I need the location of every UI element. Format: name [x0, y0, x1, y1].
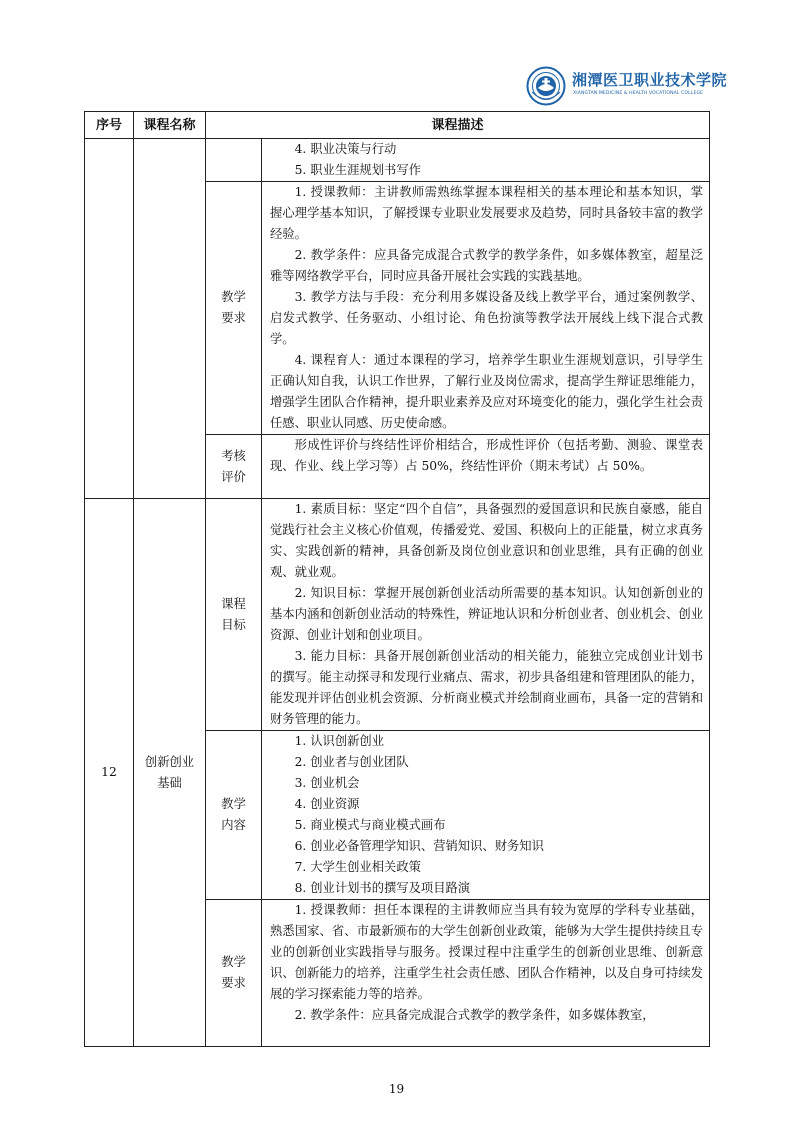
list-item: 3. 创业机会 — [294, 776, 360, 790]
cont-assess-text — [262, 435, 710, 499]
header-course-desc: 课程描述 — [206, 112, 710, 139]
list-item: 1. 认识创新创业 — [294, 734, 385, 748]
course-12-contents — [262, 731, 710, 900]
table-row — [85, 139, 710, 182]
course-12-goal-label: 课程 目标 — [206, 499, 262, 731]
course-12-goals — [262, 499, 710, 731]
list-item: 5. 职业生涯规划书写作 — [294, 163, 421, 177]
cont-content-label-cell — [206, 139, 262, 182]
cont-assess-label: 考核 评价 — [206, 435, 262, 499]
course-12-reqs — [262, 900, 710, 1047]
list-item: 2. 创业者与创业团队 — [294, 755, 409, 769]
list-item: 8. 创业计划书的撰写及项目路演 — [294, 881, 471, 895]
paragraph: 2. 知识目标：掌握开展创新创业活动所需要的基本知识。认知创新创业的基本内涵和创新创业活动的特殊性，辨证地认识和分析创业者、创业机会、创业资源、创业计划和创业项目。 — [270, 586, 704, 642]
paragraph: 2. 教学条件：应具备完成混合式教学的教学条件，如多媒体教室，超星泛雅等网络教学平台，同时应具备开展社会实践的实践基地。 — [270, 248, 704, 283]
header-no: 序号 — [85, 112, 134, 139]
paragraph: 3. 能力目标：具备开展创新创业活动的相关能力，能独立完成创业计划书的撰写。能主动探寻和发现行业痛点、需求，初步具备组建和管理团队的能力，能发现并评估创业机会资源、分析商业模式并绘制商业画布，具备一定的营销和财务管理的能力。 — [270, 649, 704, 726]
college-name-en: XIANGTAN MEDICINE & HEALTH VOCATIONAL COLLEGE — [573, 91, 704, 96]
cont-teach-req-text — [262, 182, 710, 435]
paragraph: 3. 教学方法与手段：充分利用多媒设备及线上教学平台，通过案例教学、启发式教学、任务驱动、小组讨论、角色扮演等教学法开展线上线下混合式教学。 — [270, 290, 704, 346]
course-table — [84, 111, 710, 1047]
list-item: 5. 商业模式与商业模式画布 — [294, 818, 446, 832]
page-number: 19 — [388, 1082, 405, 1096]
paragraph: 1. 素质目标：坚定“四个自信”，具备强烈的爱国意识和民族自豪感，能自觉践行社会主义核心价值观，传播爱党、爱国、积极向上的正能量，树立求真务实、实践创新的精神，具备创新及岗位创业意识和创业思维，具有正确的创业观、就业观。 — [270, 502, 704, 579]
table-row — [85, 499, 710, 731]
list-item: 7. 大学生创业相关政策 — [294, 860, 421, 874]
paragraph: 2. 教学条件：应具备完成混合式教学的教学条件，如多媒体教室， — [294, 1008, 655, 1022]
college-emblem-icon — [526, 66, 566, 106]
cont-no-cell — [85, 139, 134, 499]
cont-name-cell — [134, 139, 206, 499]
paragraph: 1. 授课教师：主讲教师需熟练掌握本课程相关的基本理论和基本知识，掌握心理学基本知识，了解授课专业职业发展要求及趋势，同时具备较丰富的教学经验。 — [270, 185, 704, 241]
header-course-name: 课程名称 — [134, 112, 206, 139]
list-item: 6. 创业必备管理学知识、营销知识、财务知识 — [294, 839, 544, 853]
cont-teach-req-label: 教学 要求 — [206, 182, 262, 435]
course-12-name: 创新创业 基础 — [134, 499, 206, 1047]
cont-content-list — [262, 139, 710, 182]
course-12-req-label: 教学 要求 — [206, 900, 262, 1047]
list-item: 4. 职业决策与行动 — [294, 142, 397, 156]
college-name-cn: 湘潭医卫职业技术学院 — [572, 71, 728, 89]
college-logo — [526, 66, 726, 108]
list-item: 4. 创业资源 — [294, 797, 360, 811]
course-12-content-label: 教学 内容 — [206, 731, 262, 900]
course-12-no: 12 — [85, 499, 134, 1047]
table-header-row — [85, 112, 710, 139]
paragraph: 1. 授课教师：担任本课程的主讲教师应当具有较为宽厚的学科专业基础，熟悉国家、省、市最新颁布的大学生创新创业政策，能够为大学生提供持续且专业的创新创业实践指导与服务。授课过程中注重学生的创新创业思维、创新意识、创新能力的培养，注重学生社会责任感、团队合作精神，以及自身可持续发展的学习探索能力等的培养。 — [270, 903, 704, 1001]
paragraph: 形成性评价与终结性评价相结合，形成性评价（包括考勤、测验、课堂表现、作业、线上学习等）占 50%，终结性评价（期末考试）占 50%。 — [270, 438, 704, 473]
paragraph: 4. 课程育人：通过本课程的学习，培养学生职业生涯规划意识，引导学生正确认知自我，认识工作世界，了解行业及岗位需求，提高学生辩证思维能力，增强学生团队合作精神，提升职业素养及应对环境变化的能力，强化学生社会责任感、职业认同感、历史使命感。 — [270, 353, 704, 430]
